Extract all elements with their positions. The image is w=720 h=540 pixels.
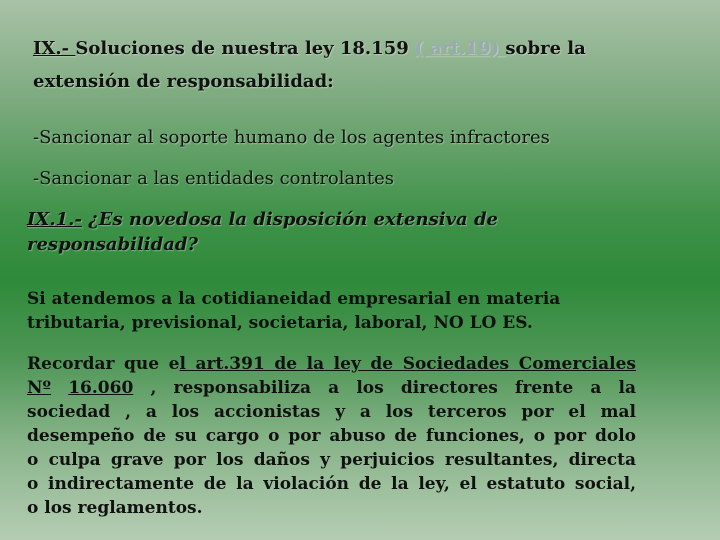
reminder-line-1 bbox=[27, 352, 636, 376]
question-line-1 bbox=[27, 209, 498, 230]
reminder-line-6: o indirectamente de la violación de la ley, el estatuto social, bbox=[27, 474, 636, 494]
sanction-item-1: -Sancionar al soporte humano de los agentes infractores bbox=[33, 127, 550, 148]
law-number-label: Nº bbox=[27, 378, 52, 398]
question-line-2: responsabilidad? bbox=[27, 234, 199, 255]
question-prefix: IX.1.- bbox=[27, 209, 82, 230]
heading-text-b: sobre la bbox=[505, 38, 586, 59]
reminder-line-3: sociedad , a los accionistas y a los terceros por el mal bbox=[27, 402, 636, 422]
law-number-value: 16.060 bbox=[68, 378, 134, 398]
law-reference: l art.391 de la ley de Sociedades Comerciales bbox=[179, 354, 636, 374]
reminder-line-4: desempeño de su cargo o por abuso de funciones, o por dolo bbox=[27, 426, 636, 446]
reminder-line-7: o los reglamentos. bbox=[27, 498, 203, 518]
question-text-a: ¿Es novedosa la disposición extensiva de bbox=[81, 209, 498, 230]
answer-line-1: Si atendemos a la cotidianeidad empresarial en materia bbox=[27, 289, 561, 309]
article-link[interactable]: ( art.19) bbox=[415, 38, 506, 59]
reminder-line-5: o culpa grave por los daños y perjuicios resultantes, directa bbox=[27, 450, 636, 470]
heading-line-1 bbox=[33, 38, 586, 59]
reminder-pre: Recordar que e bbox=[27, 354, 180, 374]
reminder-paragraph bbox=[27, 352, 636, 520]
reminder-line-2 bbox=[27, 376, 636, 400]
answer-line-2: tributaria, previsional, societaria, laboral, NO LO ES. bbox=[27, 313, 533, 333]
sanction-item-2: -Sancionar a las entidades controlantes bbox=[33, 168, 394, 189]
heading-prefix: IX.- bbox=[33, 38, 76, 59]
heading-text-a: Soluciones de nuestra ley 18.159 bbox=[75, 38, 416, 59]
law-number-space bbox=[51, 378, 68, 398]
reminder-line-2-rest: , responsabiliza a los directores frente a la bbox=[133, 378, 636, 398]
answer-paragraph bbox=[27, 287, 636, 335]
heading-line-2: extensión de responsabilidad: bbox=[33, 71, 334, 92]
